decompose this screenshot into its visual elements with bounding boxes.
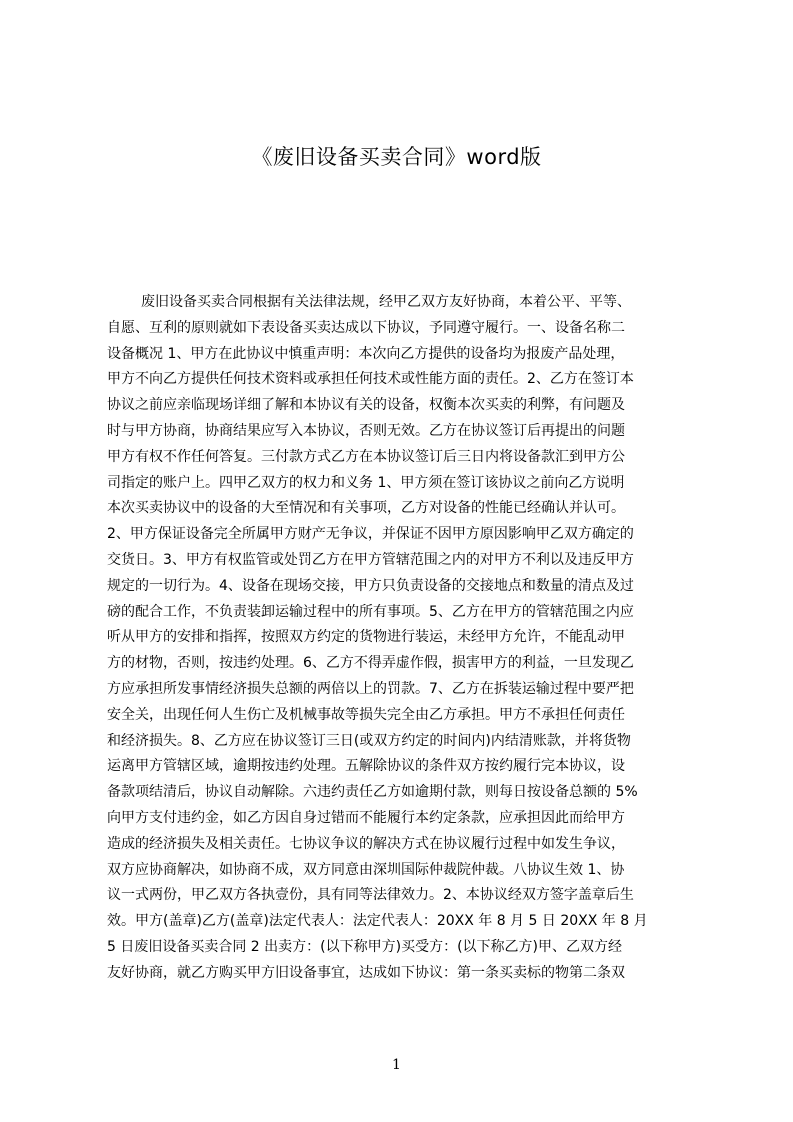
body-line: 甲方不向乙方提供任何技术资料或承担任何技术或性能方面的责任。2、乙方在签订本	[107, 371, 634, 388]
body-line: 5 日废旧设备买卖合同 2 出卖方：(以下称甲方)买受方：(以下称乙方)甲、乙双方经	[107, 938, 623, 955]
body-line: 安全关，出现任何人生伤亡及机械事故等损失完全由乙方承担。甲方不承担任何责任	[107, 706, 625, 723]
document-body	[107, 290, 697, 987]
body-line: 议一式两份，甲乙双方各执壹份，具有同等法律效力。2、本协议经双方签字盖章后生	[107, 887, 634, 904]
body-line: 设备概况 1、甲方在此协议中慎重声明：本次向乙方提供的设备均为报废产品处理，	[107, 345, 625, 362]
body-line: 听从甲方的安排和指挥，按照双方约定的货物进行装运，未经甲方允许，不能乱动甲	[107, 629, 625, 646]
body-line: 造成的经济损失及相关责任。七协议争议的解决方式在协议履行过程中如发生争议，	[107, 835, 625, 852]
body-line: 2、甲方保证设备完全所属甲方财产无争议，并保证不因甲方原因影响甲乙双方确定的	[107, 526, 634, 543]
body-line: 规定的一切行为。4、设备在现场交接，甲方只负责设备的交接地点和数量的清点及过	[107, 577, 634, 594]
body-line: 协议之前应亲临现场详细了解和本协议有关的设备，权衡本次买卖的利弊，有问题及	[107, 397, 625, 414]
body-line: 交货日。3、甲方有权监管或处罚乙方在甲方管辖范围之内的对甲方不利以及违反甲方	[107, 551, 634, 568]
body-line: 运离甲方管辖区域，逾期按违约处理。五解除协议的条件双方按约履行完本协议，设	[107, 758, 625, 775]
body-line: 双方应协商解决，如协商不成，双方同意由深圳国际仲裁院仲裁。八协议生效 1、协	[107, 861, 625, 878]
document-title: 《废旧设备买卖合同》word版	[251, 145, 542, 169]
body-line: 方的材物，否则，按违约处理。6、乙方不得弄虚作假，损害甲方的利益，一旦发现乙	[107, 655, 634, 672]
body-line: 磅的配合工作，不负责装卸运输过程中的所有事项。5、乙方在甲方的管辖范围之内应	[107, 603, 634, 620]
body-line: 甲方有权不作任何答复。三付款方式乙方在本协议签订后三日内将设备款汇到甲方公	[107, 448, 625, 465]
body-line: 废旧设备买卖合同根据有关法律法规，经甲乙双方友好协商，本着公平、平等、	[141, 294, 631, 310]
body-line: 备款项结清后，协议自动解除。六违约责任乙方如逾期付款，则每日按设备总额的 5%	[107, 784, 638, 801]
page-number: 1	[392, 1057, 401, 1073]
body-line: 向甲方支付违约金，如乙方因自身过错而不能履行本约定条款，应承担因此而给甲方	[107, 809, 625, 826]
body-line: 和经济损失。8、乙方应在协议签订三日(或双方约定的时间内)内结清账款，并将货物	[107, 732, 631, 749]
body-line: 司指定的账户上。四甲乙双方的权力和义务 1、甲方须在签订该协议之前向乙方说明	[107, 474, 625, 491]
body-line: 自愿、互利的原则就如下表设备买卖达成以下协议，予同遵守履行。一、设备名称二	[107, 319, 625, 336]
body-line: 效。甲方(盖章)乙方(盖章)法定代表人：法定代表人：20XX 年 8 月 5 日 20XX 年 8 月	[107, 913, 648, 930]
body-line: 友好协商，就乙方购买甲方旧设备事宜，达成如下协议：第一条买卖标的物第二条双	[107, 964, 625, 981]
body-line: 本次买卖协议中的设备的大至情况和有关事项，乙方对设备的性能已经确认并认可。	[107, 500, 625, 517]
body-line: 时与甲方协商，协商结果应写入本协议，否则无效。乙方在协议签订后再提出的问题	[107, 422, 625, 439]
body-line: 方应承担所发事情经济损失总额的两倍以上的罚款。7、乙方在拆装运输过程中要严把	[107, 680, 634, 697]
